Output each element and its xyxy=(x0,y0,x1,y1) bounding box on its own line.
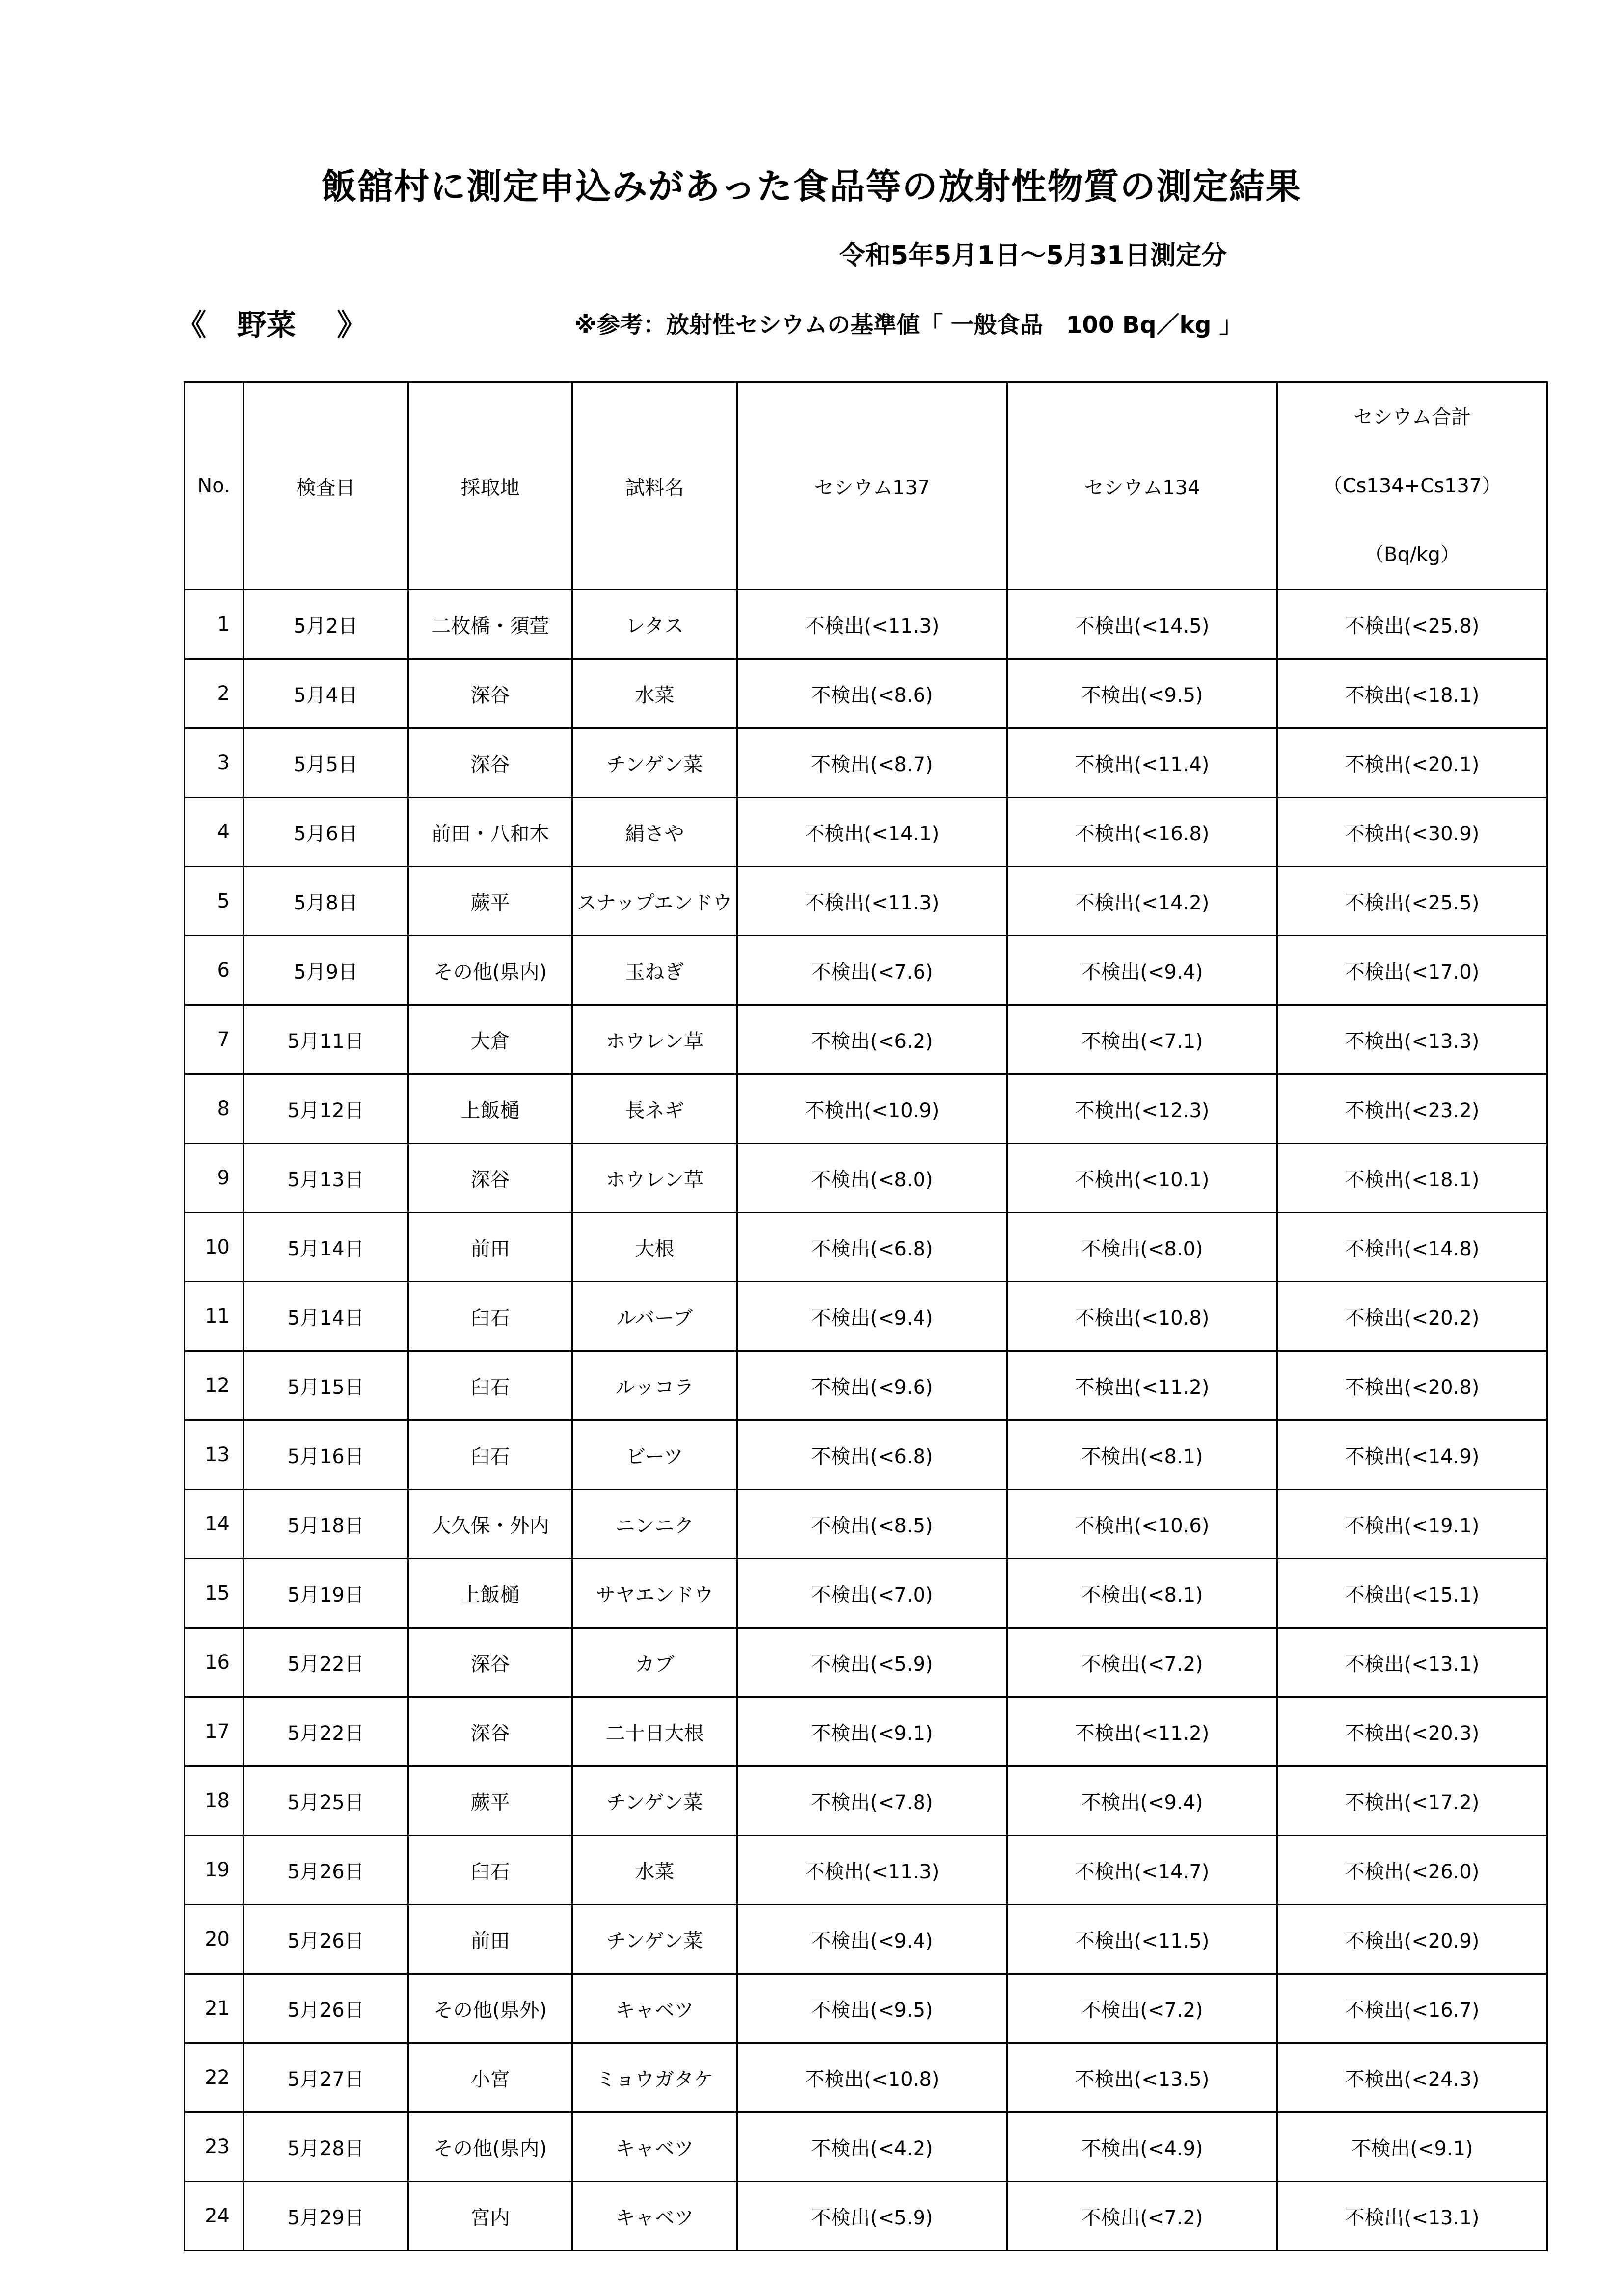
cell-sample: キャベツ xyxy=(572,1974,737,2043)
cell-date: 5月19日 xyxy=(243,1559,408,1628)
cell-cs137: 不検出(<8.7) xyxy=(737,728,1007,798)
header-date: 検査日 xyxy=(243,382,408,590)
cell-date: 5月5日 xyxy=(243,728,408,798)
cell-place: 大久保・外内 xyxy=(408,1490,572,1559)
cell-no: 8 xyxy=(185,1074,243,1144)
table-row xyxy=(185,590,1547,659)
cell-no: 20 xyxy=(185,1905,243,1974)
cell-place: 宮内 xyxy=(408,2182,572,2251)
cell-cs134: 不検出(<13.5) xyxy=(1007,2043,1277,2112)
cell-cs134: 不検出(<11.2) xyxy=(1007,1697,1277,1766)
cell-total: 不検出(<30.9) xyxy=(1277,798,1547,867)
cell-no: 2 xyxy=(185,659,243,728)
table-row xyxy=(185,1905,1547,1974)
cell-place: 蕨平 xyxy=(408,1766,572,1836)
cell-total: 不検出(<16.7) xyxy=(1277,1974,1547,2043)
cell-sample: 水菜 xyxy=(572,659,737,728)
cell-total: 不検出(<23.2) xyxy=(1277,1074,1547,1144)
cell-sample: 水菜 xyxy=(572,1836,737,1905)
header-cs134: セシウム134 xyxy=(1007,382,1277,590)
table-row xyxy=(185,2043,1547,2112)
cell-no: 6 xyxy=(185,936,243,1005)
cell-cs137: 不検出(<7.8) xyxy=(737,1766,1007,1836)
cell-cs137: 不検出(<9.1) xyxy=(737,1697,1007,1766)
cell-cs137: 不検出(<6.2) xyxy=(737,1005,1007,1074)
cell-date: 5月8日 xyxy=(243,867,408,936)
cell-date: 5月4日 xyxy=(243,659,408,728)
header-total-formula: （Cs134+Cs137） xyxy=(1323,475,1502,497)
cell-place: その他(県外) xyxy=(408,1974,572,2043)
cell-date: 5月11日 xyxy=(243,1005,408,1074)
cell-cs134: 不検出(<7.1) xyxy=(1007,1005,1277,1074)
cell-cs134: 不検出(<9.5) xyxy=(1007,659,1277,728)
cell-sample: 長ネギ xyxy=(572,1074,737,1144)
cell-total: 不検出(<24.3) xyxy=(1277,2043,1547,2112)
cell-sample: スナップエンドウ xyxy=(572,867,737,936)
cell-sample: レタス xyxy=(572,590,737,659)
cell-total: 不検出(<20.8) xyxy=(1277,1351,1547,1420)
cell-no: 18 xyxy=(185,1766,243,1836)
cell-cs134: 不検出(<11.2) xyxy=(1007,1351,1277,1420)
cell-sample: 大根 xyxy=(572,1213,737,1282)
cell-date: 5月6日 xyxy=(243,798,408,867)
category-close-bracket: 》 xyxy=(337,308,367,343)
cell-total: 不検出(<20.9) xyxy=(1277,1905,1547,1974)
results-body xyxy=(185,590,1547,2251)
cell-total: 不検出(<18.1) xyxy=(1277,1144,1547,1213)
cell-no: 19 xyxy=(185,1836,243,1905)
cell-place: 蕨平 xyxy=(408,867,572,936)
cell-date: 5月22日 xyxy=(243,1697,408,1766)
cell-place: 臼石 xyxy=(408,1351,572,1420)
cell-sample: チンゲン菜 xyxy=(572,728,737,798)
cell-date: 5月18日 xyxy=(243,1490,408,1559)
cell-date: 5月28日 xyxy=(243,2112,408,2182)
header-total xyxy=(1277,382,1547,590)
cell-cs134: 不検出(<7.2) xyxy=(1007,1628,1277,1697)
cell-no: 21 xyxy=(185,1974,243,2043)
table-row xyxy=(185,1628,1547,1697)
cell-place: 臼石 xyxy=(408,1282,572,1351)
cell-place: 臼石 xyxy=(408,1420,572,1490)
cell-cs137: 不検出(<8.6) xyxy=(737,659,1007,728)
cell-cs134: 不検出(<8.0) xyxy=(1007,1213,1277,1282)
table-row xyxy=(185,936,1547,1005)
cell-no: 3 xyxy=(185,728,243,798)
table-row xyxy=(185,1490,1547,1559)
cell-cs134: 不検出(<10.1) xyxy=(1007,1144,1277,1213)
cell-place: 上飯樋 xyxy=(408,1559,572,1628)
table-row xyxy=(185,1005,1547,1074)
cell-no: 13 xyxy=(185,1420,243,1490)
cell-no: 10 xyxy=(185,1213,243,1282)
cell-cs134: 不検出(<8.1) xyxy=(1007,1559,1277,1628)
cell-cs137: 不検出(<14.1) xyxy=(737,798,1007,867)
cell-sample: チンゲン菜 xyxy=(572,1905,737,1974)
cell-cs137: 不検出(<11.3) xyxy=(737,590,1007,659)
cell-sample: 絹さや xyxy=(572,798,737,867)
cell-cs137: 不検出(<4.2) xyxy=(737,2112,1007,2182)
category-open-bracket: 《 xyxy=(177,308,206,343)
cell-cs137: 不検出(<5.9) xyxy=(737,1628,1007,1697)
cell-cs137: 不検出(<11.3) xyxy=(737,867,1007,936)
table-row xyxy=(185,1697,1547,1766)
cell-place: 深谷 xyxy=(408,659,572,728)
cell-total: 不検出(<18.1) xyxy=(1277,659,1547,728)
cell-sample: サヤエンドウ xyxy=(572,1559,737,1628)
table-row xyxy=(185,1559,1547,1628)
category-name: 野菜 xyxy=(237,308,296,343)
cell-total: 不検出(<25.5) xyxy=(1277,867,1547,936)
cell-total: 不検出(<13.1) xyxy=(1277,1628,1547,1697)
cell-sample: ルバーブ xyxy=(572,1282,737,1351)
cell-no: 24 xyxy=(185,2182,243,2251)
cell-date: 5月26日 xyxy=(243,1905,408,1974)
cell-cs134: 不検出(<7.2) xyxy=(1007,2182,1277,2251)
cell-date: 5月26日 xyxy=(243,1974,408,2043)
cell-cs134: 不検出(<9.4) xyxy=(1007,936,1277,1005)
cell-place: 前田・八和木 xyxy=(408,798,572,867)
cell-cs134: 不検出(<12.3) xyxy=(1007,1074,1277,1144)
table-row xyxy=(185,798,1547,867)
cell-no: 12 xyxy=(185,1351,243,1420)
cell-total: 不検出(<17.0) xyxy=(1277,936,1547,1005)
cell-place: 小宮 xyxy=(408,2043,572,2112)
cell-place: 大倉 xyxy=(408,1005,572,1074)
cell-sample: ミョウガタケ xyxy=(572,2043,737,2112)
cell-date: 5月26日 xyxy=(243,1836,408,1905)
table-row xyxy=(185,728,1547,798)
table-row xyxy=(185,867,1547,936)
cell-date: 5月2日 xyxy=(243,590,408,659)
cell-place: その他(県内) xyxy=(408,2112,572,2182)
cell-total: 不検出(<26.0) xyxy=(1277,1836,1547,1905)
cell-no: 4 xyxy=(185,798,243,867)
cell-total: 不検出(<9.1) xyxy=(1277,2112,1547,2182)
header-no: No. xyxy=(185,382,243,590)
cell-date: 5月16日 xyxy=(243,1420,408,1490)
cell-cs137: 不検出(<10.9) xyxy=(737,1074,1007,1144)
cell-sample: ルッコラ xyxy=(572,1351,737,1420)
cell-cs134: 不検出(<14.2) xyxy=(1007,867,1277,936)
cell-sample: チンゲン菜 xyxy=(572,1766,737,1836)
cell-cs137: 不検出(<10.8) xyxy=(737,2043,1007,2112)
cell-sample: ニンニク xyxy=(572,1490,737,1559)
cell-total: 不検出(<13.1) xyxy=(1277,2182,1547,2251)
cell-no: 7 xyxy=(185,1005,243,1074)
cell-cs137: 不検出(<8.0) xyxy=(737,1144,1007,1213)
header-total-unit: （Bq/kg） xyxy=(1364,543,1460,566)
cell-cs137: 不検出(<11.3) xyxy=(737,1836,1007,1905)
cell-date: 5月14日 xyxy=(243,1213,408,1282)
table-row xyxy=(185,659,1547,728)
cell-date: 5月29日 xyxy=(243,2182,408,2251)
cell-sample: 玉ねぎ xyxy=(572,936,737,1005)
cell-place: 二枚橋・須萱 xyxy=(408,590,572,659)
table-row xyxy=(185,2112,1547,2182)
cell-total: 不検出(<20.1) xyxy=(1277,728,1547,798)
cell-cs137: 不検出(<9.4) xyxy=(737,1282,1007,1351)
table-header-row xyxy=(185,382,1547,590)
cell-sample: キャベツ xyxy=(572,2182,737,2251)
cell-total: 不検出(<25.8) xyxy=(1277,590,1547,659)
cell-cs137: 不検出(<9.4) xyxy=(737,1905,1007,1974)
cell-cs134: 不検出(<8.1) xyxy=(1007,1420,1277,1490)
cell-place: 深谷 xyxy=(408,728,572,798)
table-row xyxy=(185,1351,1547,1420)
table-row xyxy=(185,1144,1547,1213)
cell-sample: 二十日大根 xyxy=(572,1697,737,1766)
cell-cs134: 不検出(<10.8) xyxy=(1007,1282,1277,1351)
table-row xyxy=(185,1766,1547,1836)
cell-place: 前田 xyxy=(408,1213,572,1282)
results-table xyxy=(184,381,1548,2251)
cell-cs134: 不検出(<14.5) xyxy=(1007,590,1277,659)
cell-cs137: 不検出(<6.8) xyxy=(737,1213,1007,1282)
cell-date: 5月27日 xyxy=(243,2043,408,2112)
cell-no: 9 xyxy=(185,1144,243,1213)
cell-total: 不検出(<17.2) xyxy=(1277,1766,1547,1836)
cell-cs134: 不検出(<14.7) xyxy=(1007,1836,1277,1905)
cell-place: その他(県内) xyxy=(408,936,572,1005)
cell-sample: ホウレン草 xyxy=(572,1144,737,1213)
cell-cs134: 不検出(<10.6) xyxy=(1007,1490,1277,1559)
measurement-period: 令和5年5月1日～5月31日測定分 xyxy=(839,241,1227,270)
cell-cs134: 不検出(<11.4) xyxy=(1007,728,1277,798)
cell-cs134: 不検出(<7.2) xyxy=(1007,1974,1277,2043)
cell-cs137: 不検出(<6.8) xyxy=(737,1420,1007,1490)
cell-place: 上飯樋 xyxy=(408,1074,572,1144)
cell-date: 5月15日 xyxy=(243,1351,408,1420)
cell-no: 22 xyxy=(185,2043,243,2112)
cell-date: 5月9日 xyxy=(243,936,408,1005)
cell-date: 5月25日 xyxy=(243,1766,408,1836)
cell-no: 1 xyxy=(185,590,243,659)
cell-total: 不検出(<15.1) xyxy=(1277,1559,1547,1628)
cell-sample: ホウレン草 xyxy=(572,1005,737,1074)
cell-date: 5月13日 xyxy=(243,1144,408,1213)
cell-place: 深谷 xyxy=(408,1628,572,1697)
cell-place: 前田 xyxy=(408,1905,572,1974)
cell-total: 不検出(<20.2) xyxy=(1277,1282,1547,1351)
cell-date: 5月22日 xyxy=(243,1628,408,1697)
cell-sample: ビーツ xyxy=(572,1420,737,1490)
cell-date: 5月14日 xyxy=(243,1282,408,1351)
reference-note: ※参考：放射性セシウムの基準値「 一般食品 100 Bq／kg 」 xyxy=(574,312,1243,339)
cell-no: 23 xyxy=(185,2112,243,2182)
cell-date: 5月12日 xyxy=(243,1074,408,1144)
table-row xyxy=(185,2182,1547,2251)
cell-sample: カブ xyxy=(572,1628,737,1697)
cell-cs134: 不検出(<4.9) xyxy=(1007,2112,1277,2182)
cell-total: 不検出(<19.1) xyxy=(1277,1490,1547,1559)
cell-cs137: 不検出(<7.6) xyxy=(737,936,1007,1005)
category-heading xyxy=(177,302,366,344)
cell-cs137: 不検出(<7.0) xyxy=(737,1559,1007,1628)
cell-place: 深谷 xyxy=(408,1697,572,1766)
cell-total: 不検出(<20.3) xyxy=(1277,1697,1547,1766)
cell-place: 臼石 xyxy=(408,1836,572,1905)
header-cs137: セシウム137 xyxy=(737,382,1007,590)
cell-total: 不検出(<14.9) xyxy=(1277,1420,1547,1490)
cell-sample: キャベツ xyxy=(572,2112,737,2182)
cell-cs134: 不検出(<9.4) xyxy=(1007,1766,1277,1836)
cell-cs137: 不検出(<9.5) xyxy=(737,1974,1007,2043)
cell-no: 17 xyxy=(185,1697,243,1766)
cell-cs137: 不検出(<8.5) xyxy=(737,1490,1007,1559)
table-row xyxy=(185,1420,1547,1490)
table-row xyxy=(185,1213,1547,1282)
cell-cs137: 不検出(<5.9) xyxy=(737,2182,1007,2251)
cell-cs137: 不検出(<9.6) xyxy=(737,1351,1007,1420)
table-row xyxy=(185,1074,1547,1144)
cell-no: 14 xyxy=(185,1490,243,1559)
table-row xyxy=(185,1974,1547,2043)
table-row xyxy=(185,1282,1547,1351)
cell-cs134: 不検出(<11.5) xyxy=(1007,1905,1277,1974)
header-total-label: セシウム合計 xyxy=(1353,406,1471,428)
header-place: 採取地 xyxy=(408,382,572,590)
table-row xyxy=(185,1836,1547,1905)
cell-no: 11 xyxy=(185,1282,243,1351)
cell-total: 不検出(<13.3) xyxy=(1277,1005,1547,1074)
cell-place: 深谷 xyxy=(408,1144,572,1213)
cell-total: 不検出(<14.8) xyxy=(1277,1213,1547,1282)
page-title: 飯舘村に測定申込みがあった食品等の放射性物質の測定結果 xyxy=(321,166,1302,207)
cell-no: 5 xyxy=(185,867,243,936)
cell-cs134: 不検出(<16.8) xyxy=(1007,798,1277,867)
cell-no: 16 xyxy=(185,1628,243,1697)
header-sample: 試料名 xyxy=(572,382,737,590)
cell-no: 15 xyxy=(185,1559,243,1628)
